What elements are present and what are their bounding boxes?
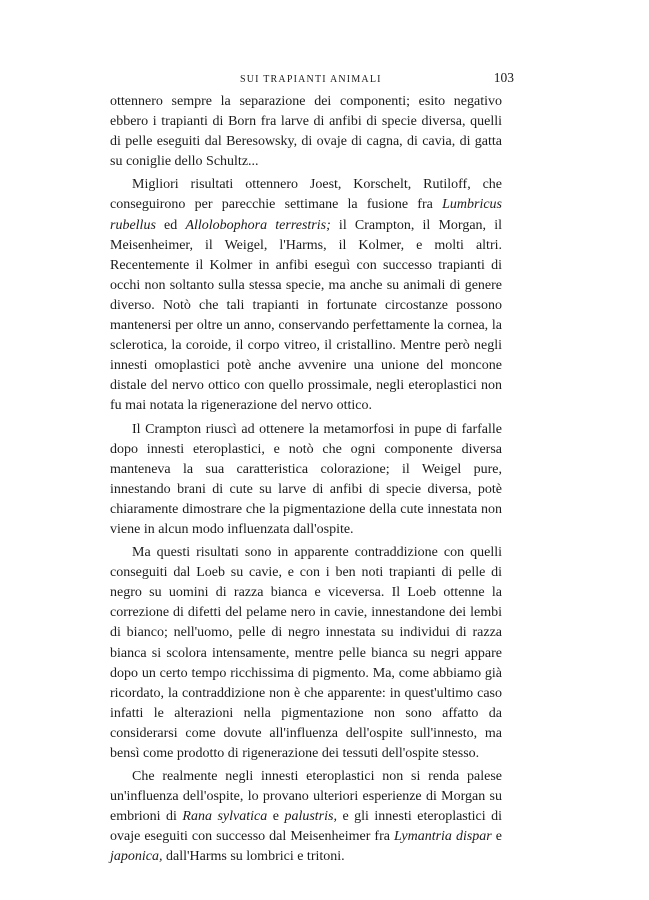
text-run: e bbox=[267, 809, 285, 825]
paragraph-4 bbox=[110, 543, 502, 764]
italic-term: japonica, bbox=[110, 849, 163, 865]
text-run: e bbox=[491, 829, 502, 845]
text-run: Ma questi risultati sono in apparente contraddizione con quelli conseguiti dal Loeb su cavie, e con i ben noti trapianti di pelle di negro su uomini di razza bianca e viceversa. Il Loeb ottenne la correzione di difetti del pelame nero in cavie, innestandone dei lembi di bianco; nell'uomo, pelle di negro innestata su individui di razza bianca si scolora intensamente, mentre pelle bianca su negri appare dopo un certo tempo ricchissima di pigmento. Ma, come abbiamo già ricordato, la contraddizione non è che apparente: in quest'ultimo caso infatti le alterazioni nella pigmentazione non sono affatto da considerarsi come dovute all'influenza dell'ospite sull'innesto, ma bensì come prodotto di rigenerazione dei tessuti dell'ospite stesso. bbox=[110, 545, 502, 761]
italic-term: Lumbricus rubellus bbox=[110, 197, 502, 233]
running-head bbox=[110, 70, 514, 90]
body-text bbox=[110, 92, 502, 868]
text-run: ed bbox=[155, 217, 186, 233]
page-number: 103 bbox=[493, 70, 514, 85]
italic-term: Lymantria dispar bbox=[394, 829, 492, 845]
italic-term: Allolobophora terrestris; bbox=[185, 217, 331, 233]
italic-term: Rana sylvatica bbox=[182, 809, 268, 825]
italic-term: palustris, bbox=[284, 809, 337, 825]
text-run: dall'Harms su lombrici e tritoni. bbox=[162, 849, 345, 865]
paragraph-2 bbox=[110, 175, 502, 416]
running-title: SUI TRAPIANTI ANIMALI bbox=[240, 74, 382, 85]
paragraph-3 bbox=[110, 420, 502, 541]
text-run: Il Crampton riuscì ad ottenere la metamorfosi in pupe di farfalle dopo innesti eteroplastici, e notò che ogni componente diversa manteneva la sua caratteristica colorazione; il Weigel pure, innestando brani di cute su larve di anfibi di specie diversa, potè chiaramente dimostrare che la pigmentazione della cute innestata non viene in alcun modo influenzata dall'ospite. bbox=[110, 421, 502, 537]
text-run: e gli innesti eteroplastici di ovaje eseguiti con successo dal Meisenheimer fra bbox=[110, 809, 503, 845]
paragraph-5 bbox=[110, 767, 502, 867]
text-run: Che realmente negli innesti eteroplastici non si renda palese un'influenza dell'ospite, lo provano ulteriori esperienze di Morgan su embrioni di bbox=[110, 769, 502, 825]
paragraph-1 bbox=[110, 92, 502, 172]
text-run: Migliori risultati ottennero Joest, Korschelt, Rutiloff, che conseguirono per parecchie settimane la fusione fra bbox=[110, 177, 502, 213]
text-run: ottennero sempre la separazione dei componenti; esito negativo ebbero i trapianti di Born fra larve di anfibi di specie diversa, quelli di pelle eseguiti dal Beresowsky, di ovaje di cagna, di cavia, di gatta su coniglie dello Schultz... bbox=[110, 94, 502, 170]
text-run: il Crampton, il Morgan, il Meisenheimer, il Weigel, l'Harms, il Kolmer, e molti altri. Recentemente il Kolmer in anfibi eseguì con successo trapianti di occhi non soltanto sulla stessa specie, ma anche su animali di genere diverso. Notò che tali trapianti in fortunate circostanze possono mantenersi per oltre un anno, conservando perfettamente la cornea, la sclerotica, la coroide, il corpo vitreo, il cristallino. Mentre però negli innesti omoplastici potè anche avvenire una unione del moncone distale del nervo ottico con quello prossimale, negli eteroplastici non fu mai notata la rigenerazione del nervo ottico. bbox=[110, 217, 502, 414]
